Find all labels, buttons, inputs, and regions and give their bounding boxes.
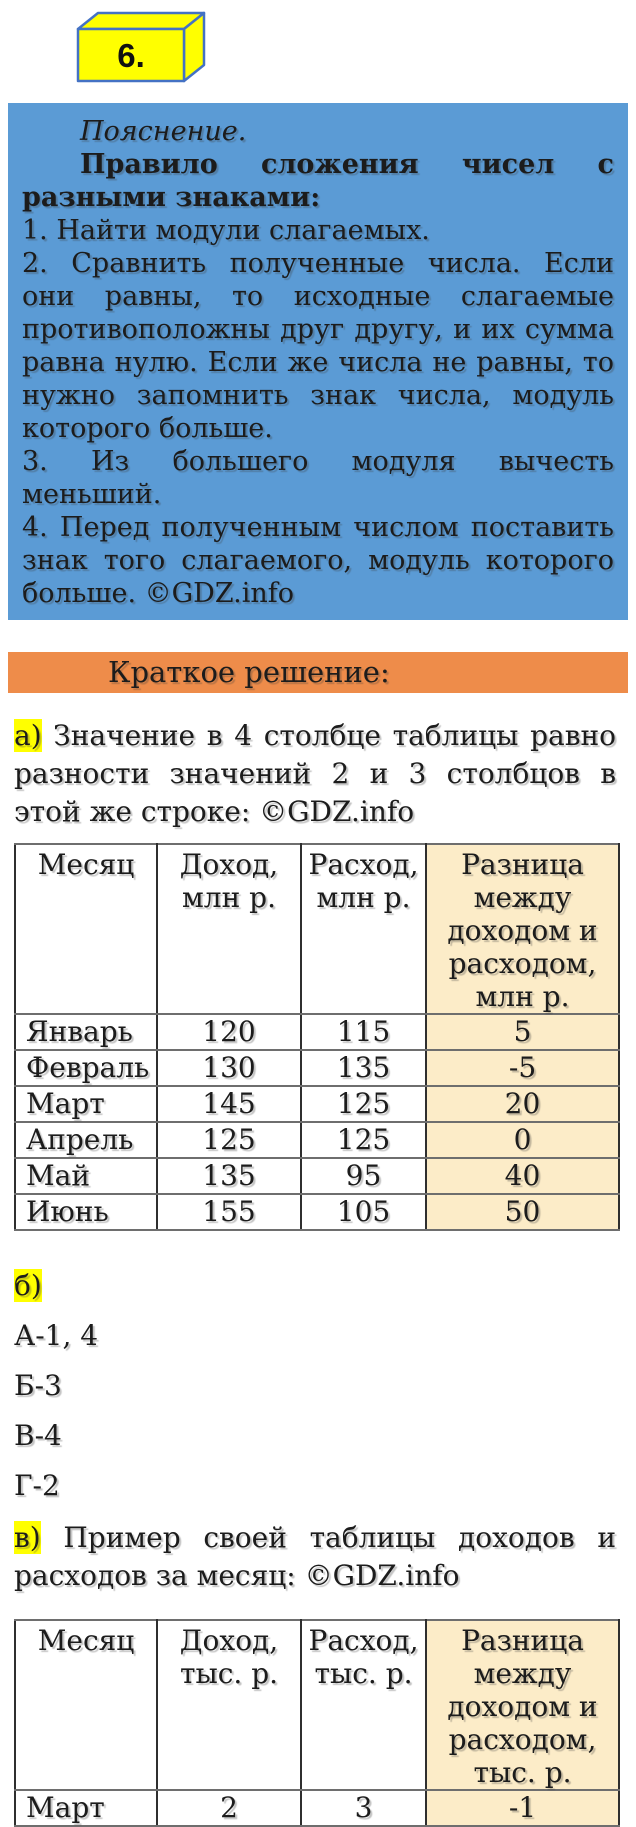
- header-month: Месяц: [15, 844, 157, 1014]
- expense-cell: 125: [301, 1122, 426, 1158]
- rule-heading-line2: разными знаками:: [22, 182, 321, 213]
- part-v-marker: в): [14, 1521, 41, 1554]
- table-row: [15, 1122, 619, 1158]
- expense-cell: 115: [301, 1014, 426, 1050]
- month-cell: Март: [15, 1790, 157, 1826]
- income-cell: 2: [157, 1790, 301, 1826]
- table-row: [15, 1158, 619, 1194]
- rule-heading: [22, 148, 614, 214]
- difference-cell: -1: [426, 1790, 619, 1826]
- header-expense: Расход, тыс. р.: [301, 1620, 426, 1790]
- header-difference: Разница между доходом и расходом, млн р.: [426, 844, 619, 1014]
- explanation-title: Пояснение.: [80, 116, 247, 147]
- month-cell: Март: [15, 1086, 157, 1122]
- solution-banner-label: Краткое решение:: [108, 655, 390, 689]
- income-cell: 120: [157, 1014, 301, 1050]
- difference-cell: -5: [426, 1050, 619, 1086]
- difference-cell: 0: [426, 1122, 619, 1158]
- part-b-marker: б): [14, 1269, 42, 1302]
- part-b-marker-line: [14, 1269, 616, 1303]
- income-cell: 155: [157, 1194, 301, 1230]
- solution-banner: [8, 652, 628, 693]
- part-b-answer: В-4: [14, 1419, 62, 1452]
- expense-cell: 125: [301, 1086, 426, 1122]
- income-expense-table-v: [14, 1619, 620, 1827]
- table-v-header-row: [15, 1620, 619, 1790]
- income-cell: 125: [157, 1122, 301, 1158]
- month-cell: Май: [15, 1158, 157, 1194]
- expense-cell: 3: [301, 1790, 426, 1826]
- explanation-panel: [8, 103, 628, 620]
- rule-item-2: 2. Сравнить полученные числа. Если они равны, то исходные слагаемые противоположны друг другу, и их сумма равна нулю. Если же числа не равны, то нужно запомнить знак числа, модуль которого больше.: [22, 248, 614, 444]
- task-number-label: 6.: [117, 37, 145, 74]
- part-v-paragraph: [14, 1519, 616, 1595]
- part-b-answer: Б-3: [14, 1369, 62, 1402]
- month-cell: Апрель: [15, 1122, 157, 1158]
- month-cell: Февраль: [15, 1050, 157, 1086]
- part-b-block: [14, 1269, 616, 1503]
- expense-cell: 105: [301, 1194, 426, 1230]
- part-b-answer: Г-2: [14, 1469, 60, 1502]
- table-row: [15, 1014, 619, 1050]
- task-number-badge: [0, 0, 636, 84]
- expense-cell: 135: [301, 1050, 426, 1086]
- income-cell: 130: [157, 1050, 301, 1086]
- part-a-marker: а): [14, 719, 42, 752]
- rule-item-3: 3. Из большего модуля вычесть меньший.: [22, 446, 614, 510]
- difference-cell: 40: [426, 1158, 619, 1194]
- month-cell: Июнь: [15, 1194, 157, 1230]
- month-cell: Январь: [15, 1014, 157, 1050]
- part-b-answer: А-1, 4: [14, 1319, 99, 1352]
- header-income: Доход, млн р.: [157, 844, 301, 1014]
- rule-item-4: 4. Перед полученным числом поставить знак того слагаемого, модуль которого больше. ©GDZ.info: [22, 512, 614, 609]
- difference-cell: 20: [426, 1086, 619, 1122]
- rule-item-1: 1. Найти модули слагаемых.: [22, 215, 430, 246]
- table-row: [15, 1086, 619, 1122]
- difference-cell: 50: [426, 1194, 619, 1230]
- income-cell: 145: [157, 1086, 301, 1122]
- header-income: Доход, тыс. р.: [157, 1620, 301, 1790]
- rule-heading-line1: Правило сложения чисел с: [80, 149, 614, 180]
- header-difference: Разница между доходом и расходом, тыс. р.: [426, 1620, 619, 1790]
- part-a-paragraph: [14, 717, 616, 831]
- header-month: Месяц: [15, 1620, 157, 1790]
- table-row: [15, 1790, 619, 1826]
- cuboid-icon: [75, 10, 207, 84]
- income-expense-table-a: [14, 843, 620, 1231]
- table-row: [15, 1194, 619, 1230]
- difference-cell: 5: [426, 1014, 619, 1050]
- header-expense: Расход, млн р.: [301, 844, 426, 1014]
- table-row: [15, 1050, 619, 1086]
- income-cell: 135: [157, 1158, 301, 1194]
- table-a-header-row: [15, 844, 619, 1014]
- expense-cell: 95: [301, 1158, 426, 1194]
- part-v-text: Пример своей таблицы доходов и расходов за месяц: ©GDZ.info: [14, 1521, 616, 1592]
- part-a-text: Значение в 4 столбце таблицы равно разности значений 2 и 3 столбцов в этой же строке: ©GDZ.info: [14, 719, 616, 828]
